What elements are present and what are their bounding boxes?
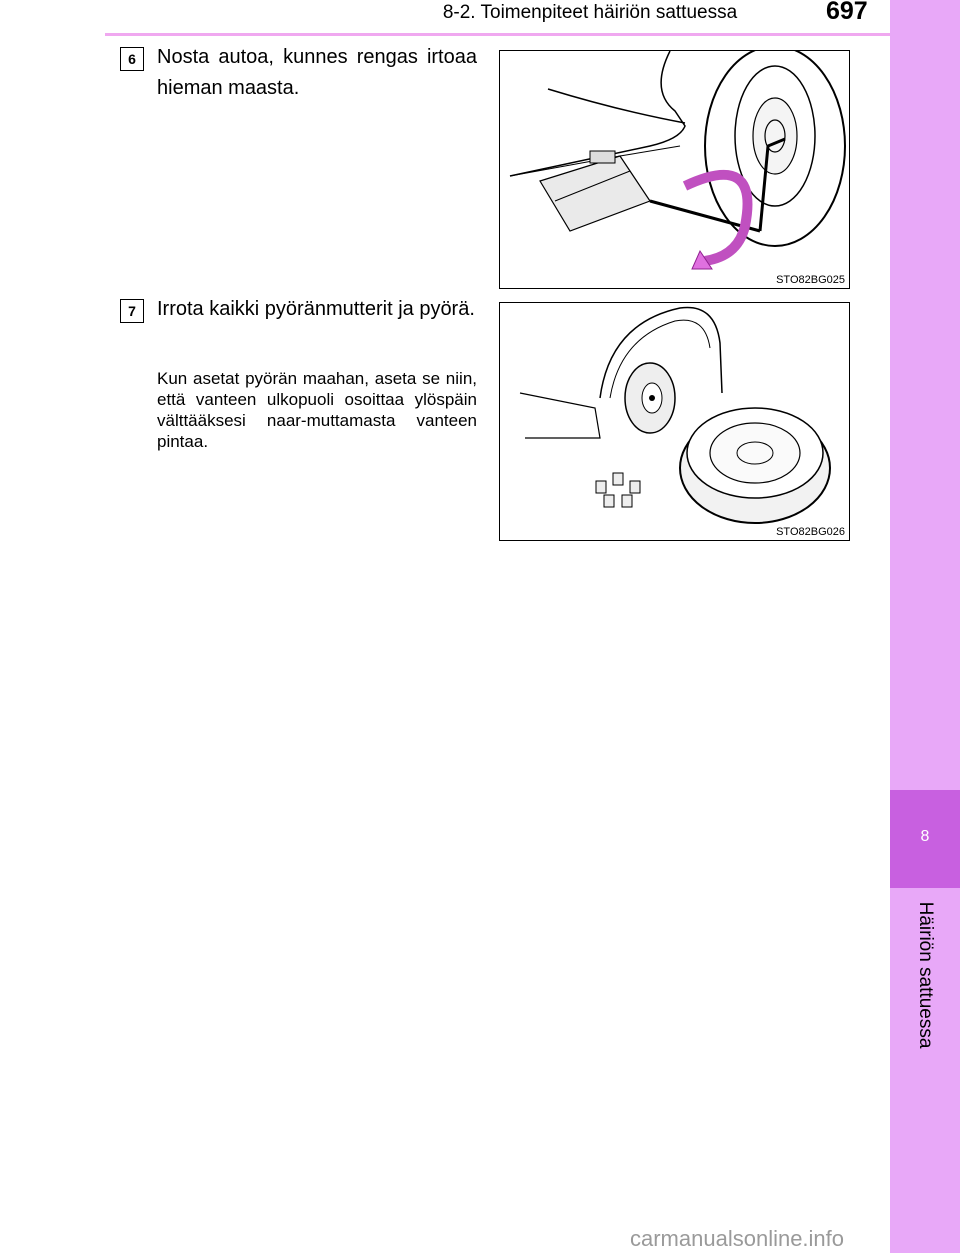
wheel-removed-illustration <box>500 303 849 540</box>
figure-wheel-removed <box>499 302 850 541</box>
figure-code: STO82BG026 <box>776 526 845 538</box>
step-7-note: Kun asetat pyörän maahan, aseta se niin, että vanteen ulkopuoli osoittaa ylöspäin välttääksesi naar-muttamasta vanteen pintaa. <box>157 369 477 451</box>
step-number-7: 7 <box>120 299 144 323</box>
header-divider <box>105 33 890 36</box>
watermark: carmanualsonline.info <box>630 1226 845 1251</box>
step-7-text: Irrota kaikki pyöränmutterit ja pyörä. <box>157 298 475 320</box>
figure-code: STO82BG025 <box>776 274 845 286</box>
section-title: 8-2. Toimenpiteet häiriön sattuessa <box>442 2 738 23</box>
chapter-side-tab <box>890 0 960 1253</box>
page-number: 697 <box>826 0 868 25</box>
chapter-number-tab <box>890 790 960 888</box>
figure-jack-raise <box>499 50 850 289</box>
chapter-title: Häiriön sattuessa <box>915 901 936 1049</box>
chapter-number: 8 <box>920 828 930 845</box>
jack-raise-illustration <box>500 51 849 288</box>
step-number-6: 6 <box>120 47 144 71</box>
step-6-text: Nosta autoa, kunnes rengas irtoaa hieman maasta. <box>157 46 477 99</box>
